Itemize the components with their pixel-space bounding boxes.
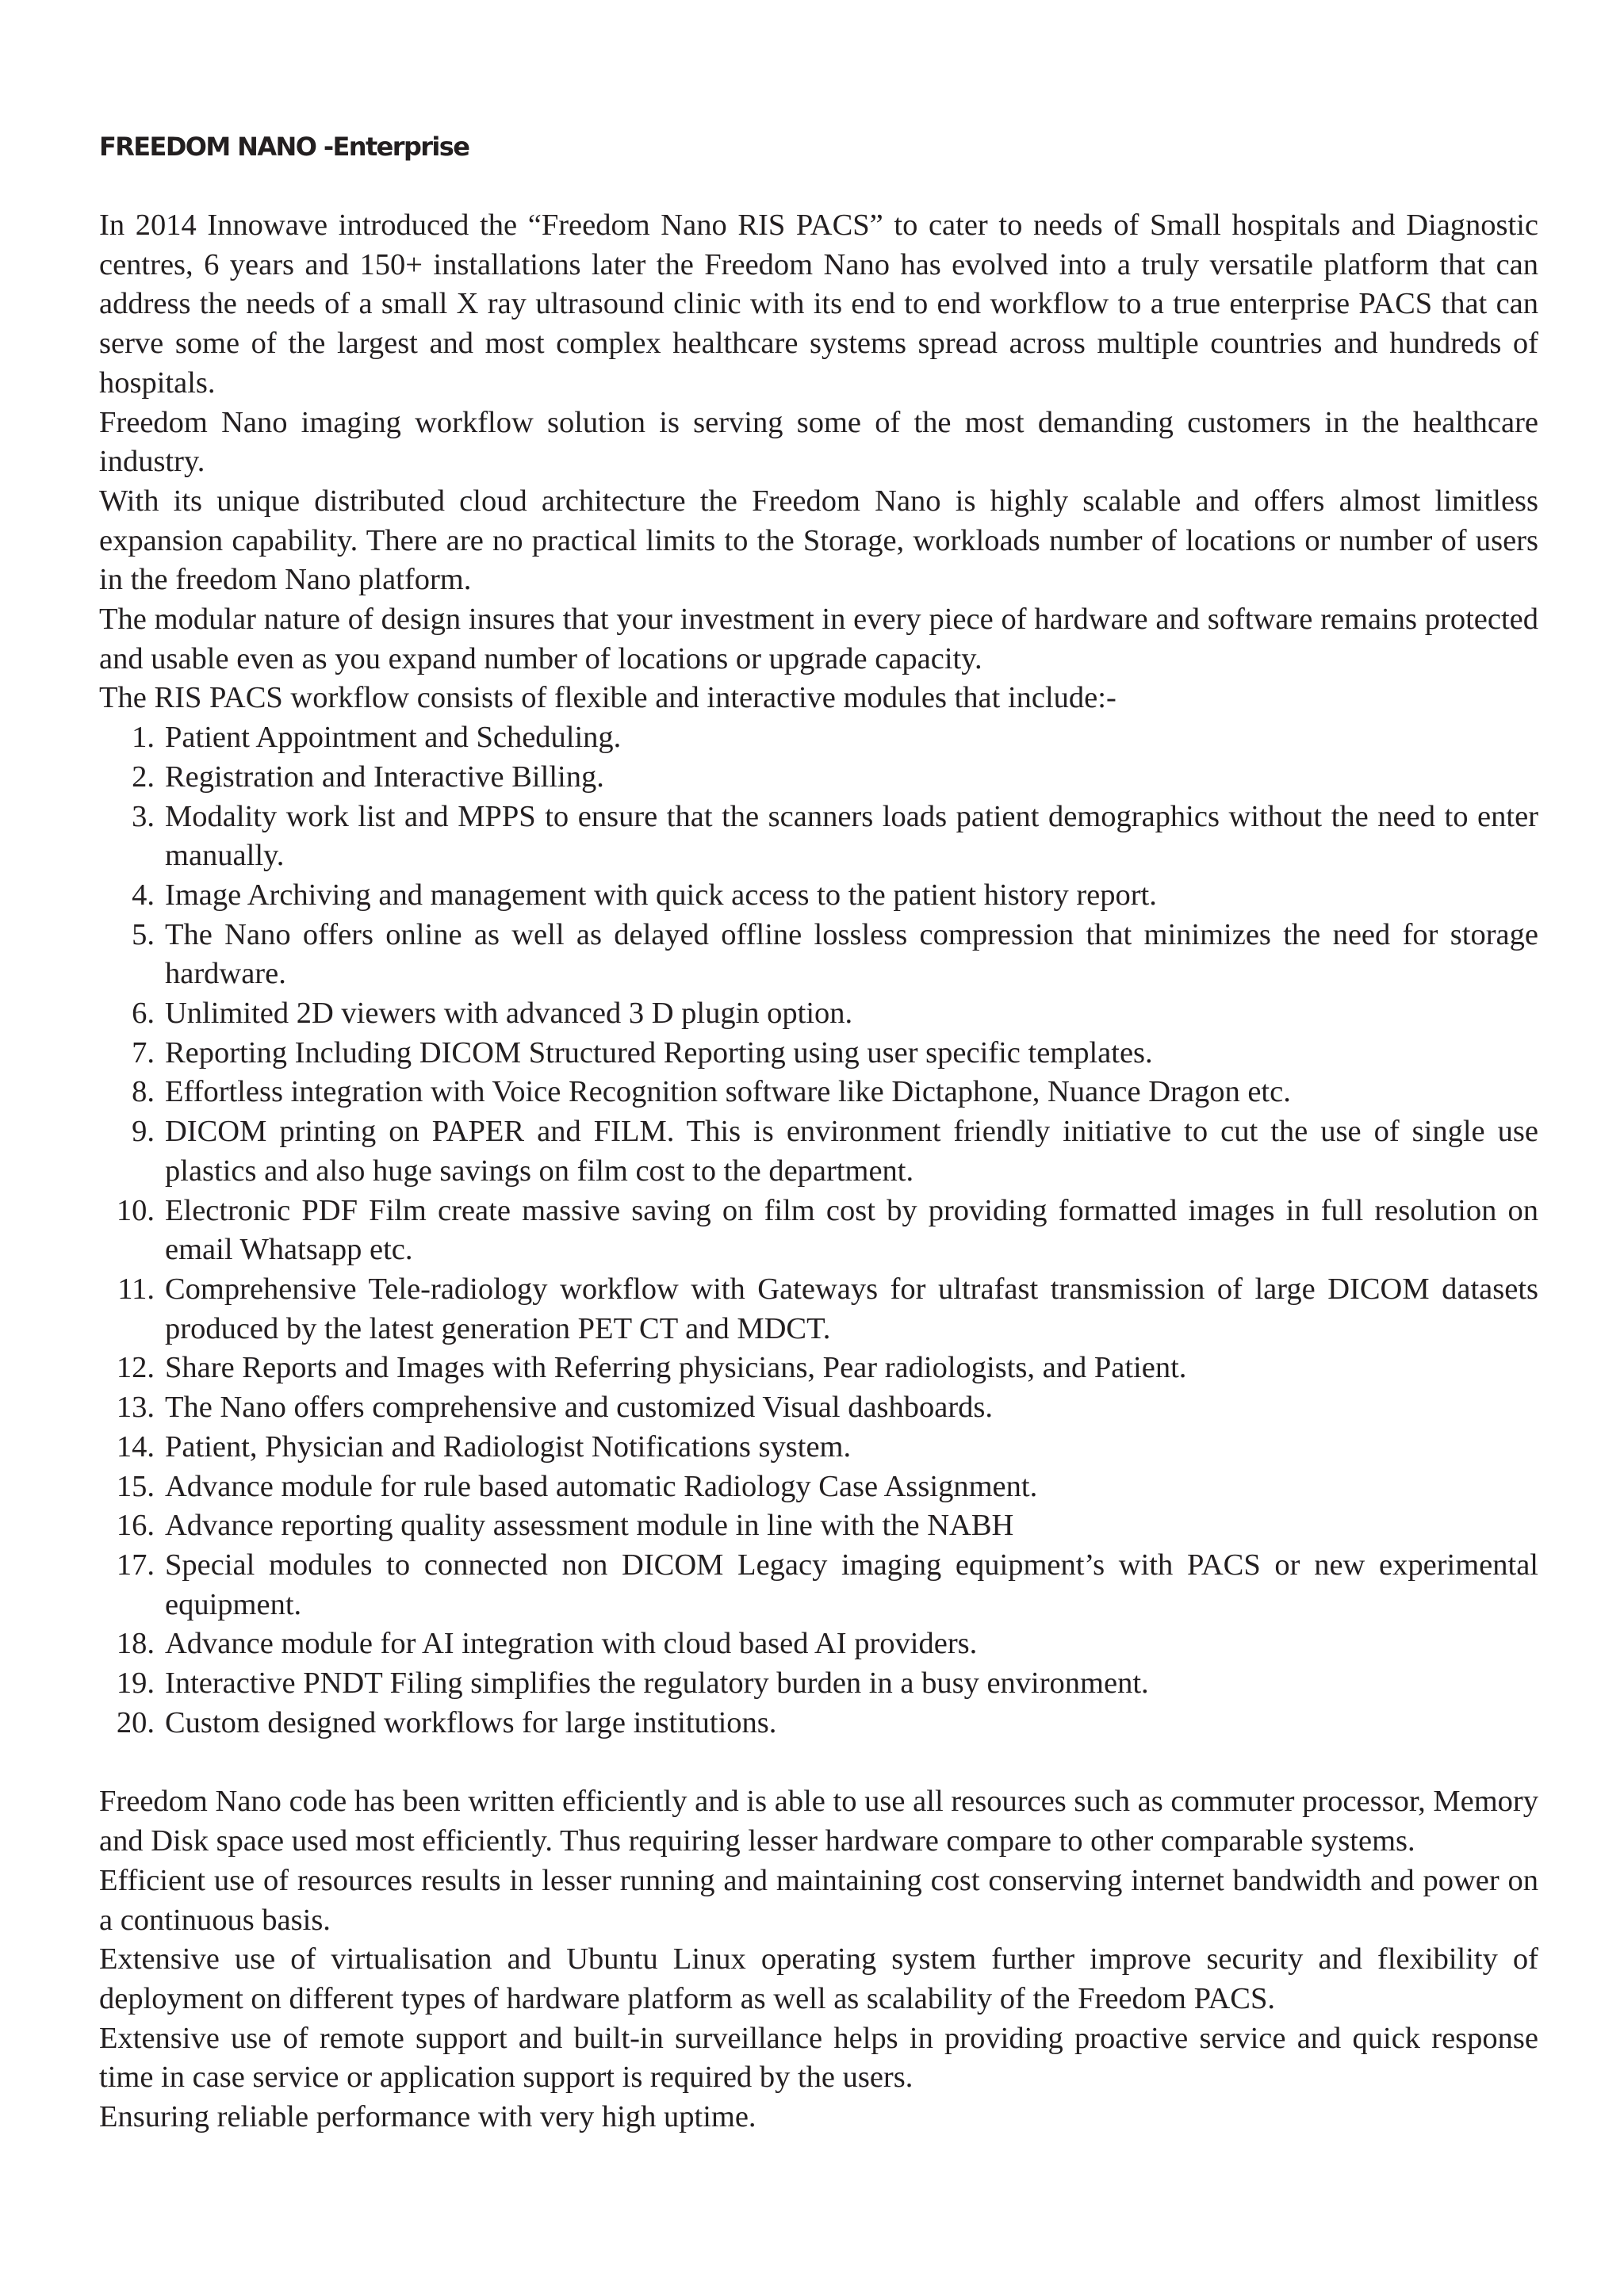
list-item-number: 7. — [132, 1035, 155, 1070]
list-item-text: Unlimited 2D viewers with advanced 3 D plugin option. — [165, 997, 853, 1031]
list-item-number: 19. — [116, 1667, 155, 1701]
list-item-number: 9. — [132, 1115, 155, 1149]
closing-paragraph-5: Ensuring reliable performance with very high uptime. — [99, 2100, 756, 2134]
intro-paragraph-2: Freedom Nano imaging workflow solution is serving some of the most demanding customers in the healthcare industry. — [99, 405, 1538, 479]
document-page — [99, 127, 1538, 2137]
list-item-text: Advance module for rule based automatic Radiology Case Assignment. — [165, 1469, 1038, 1503]
intro-paragraph-4: The modular nature of design insures that your investment in every piece of hardware and software remains protected and usable even as you expand number of locations or upgrade capacity. — [99, 603, 1538, 675]
list-item — [99, 758, 1538, 798]
list-item-number: 2. — [132, 760, 155, 794]
module-list — [99, 718, 1538, 1743]
list-item-text: Patient Appointment and Scheduling. — [165, 721, 622, 755]
list-item-text: Custom designed workflows for large institutions. — [165, 1705, 777, 1739]
list-item-text: Modality work list and MPPS to ensure that the scanners loads patient demographics without the need to enter manually. — [165, 799, 1538, 873]
list-item-text: Patient, Physician and Radiologist Notifications system. — [165, 1429, 852, 1464]
intro-paragraph-3: With its unique distributed cloud architecture the Freedom Nano is highly scalable and offers almost limitless expansion capability. There are no practical limits to the Storage, workloads number of locations or number of users in the freedom Nano platform. — [99, 484, 1538, 597]
section-gap — [99, 1743, 1538, 1782]
list-item-text: Advance module for AI integration with cloud based AI providers. — [165, 1627, 978, 1661]
list-item-text: Effortless integration with Voice Recognition software like Dictaphone, Nuance Dragon etc. — [165, 1075, 1291, 1109]
list-item-number: 11. — [117, 1272, 155, 1306]
list-item — [99, 1192, 1538, 1270]
list-item — [99, 1349, 1538, 1388]
list-item-number: 14. — [116, 1429, 155, 1464]
list-item-number: 12. — [116, 1351, 155, 1385]
list-item-number: 13. — [116, 1391, 155, 1425]
closing-section — [99, 1782, 1538, 2137]
list-item-text: Image Archiving and management with quick access to the patient history report. — [165, 878, 1157, 912]
list-item — [99, 1034, 1538, 1073]
list-item-text: Interactive PNDT Filing simplifies the regulatory burden in a busy environment. — [165, 1667, 1149, 1701]
list-item-number: 1. — [132, 721, 155, 755]
list-item-text: Registration and Interactive Billing. — [165, 760, 604, 794]
list-item-text: The Nano offers online as well as delayed offline lossless compression that minimizes the need for storage hardware. — [165, 917, 1538, 991]
list-item — [99, 1506, 1538, 1546]
list-item-text: Advance reporting quality assessment module in line with the NABH — [165, 1509, 1014, 1543]
document-heading: FREEDOM NANO -Enterprise — [99, 132, 469, 162]
list-item — [99, 1546, 1538, 1624]
list-item — [99, 1624, 1538, 1664]
closing-paragraph-2: Efficient use of resources results in lesser running and maintaining cost conserving internet bandwidth and power on a continuous basis. — [99, 1863, 1538, 1937]
list-item — [99, 1112, 1538, 1191]
list-item — [99, 1468, 1538, 1507]
list-item-text: Special modules to connected non DICOM Legacy imaging equipment’s with PACS or new experimental equipment. — [165, 1548, 1538, 1621]
intro-section — [99, 206, 1538, 718]
list-item-number: 4. — [132, 878, 155, 912]
closing-paragraph-3: Extensive use of virtualisation and Ubuntu Linux operating system further improve security and flexibility of deployment on different types of hardware platform as well as scalability of the Freedom PACS. — [99, 1942, 1538, 2015]
list-item-number: 17. — [116, 1548, 155, 1582]
list-item-text: Reporting Including DICOM Structured Reporting using user specific templates. — [165, 1035, 1153, 1070]
list-item — [99, 718, 1538, 758]
list-item — [99, 1388, 1538, 1428]
list-item-number: 16. — [116, 1509, 155, 1543]
closing-paragraph-4: Extensive use of remote support and built-in surveillance helps in providing proactive service and quick response time in case service or application support is required by the users. — [99, 2021, 1538, 2095]
list-item-text: Electronic PDF Film create massive saving on film cost by providing formatted images in full resolution on email Whatsapp etc. — [165, 1193, 1538, 1267]
list-item-number: 20. — [116, 1705, 155, 1739]
list-item — [99, 1073, 1538, 1112]
intro-paragraph-5: The RIS PACS workflow consists of flexible and interactive modules that include:- — [99, 681, 1116, 715]
list-item — [99, 798, 1538, 876]
list-item — [99, 1704, 1538, 1743]
list-item-text: The Nano offers comprehensive and customized Visual dashboards. — [165, 1391, 994, 1425]
list-item — [99, 1270, 1538, 1349]
list-item — [99, 1664, 1538, 1704]
intro-paragraph-1: In 2014 Innowave introduced the “Freedom Nano RIS PACS” to cater to needs of Small hospitals and Diagnostic centres, 6 years and 150+ installations later the Freedom Nano has evolved into a truly versatile platform that can address the needs of a small X ray ultrasound clinic with its end to end workflow to a true enterprise PACS that can serve some of the largest and most complex healthcare systems spread across multiple countries and hundreds of hospitals. — [99, 209, 1538, 400]
list-item-text: Share Reports and Images with Referring physicians, Pear radiologists, and Patient. — [165, 1351, 1187, 1385]
list-item — [99, 916, 1538, 994]
list-item-number: 3. — [132, 799, 155, 833]
list-item — [99, 994, 1538, 1034]
list-item — [99, 876, 1538, 916]
closing-paragraph-1: Freedom Nano code has been written efficiently and is able to use all resources such as commuter processor, Memory and Disk space used most efficiently. Thus requiring lesser hardware compare to other comparable systems. — [99, 1785, 1538, 1858]
list-item-number: 8. — [132, 1075, 155, 1109]
list-item — [99, 1428, 1538, 1468]
list-item-text: Comprehensive Tele-radiology workflow with Gateways for ultrafast transmission of large DICOM datasets produced by the latest generation PET CT and MDCT. — [165, 1272, 1538, 1345]
list-item-number: 10. — [116, 1193, 155, 1227]
list-item-number: 5. — [132, 917, 155, 951]
list-item-number: 18. — [116, 1627, 155, 1661]
list-item-number: 15. — [116, 1469, 155, 1503]
list-item-number: 6. — [132, 997, 155, 1031]
list-item-text: DICOM printing on PAPER and FILM. This is environment friendly initiative to cut the use of single use plastics and also huge savings on film cost to the department. — [165, 1115, 1538, 1188]
